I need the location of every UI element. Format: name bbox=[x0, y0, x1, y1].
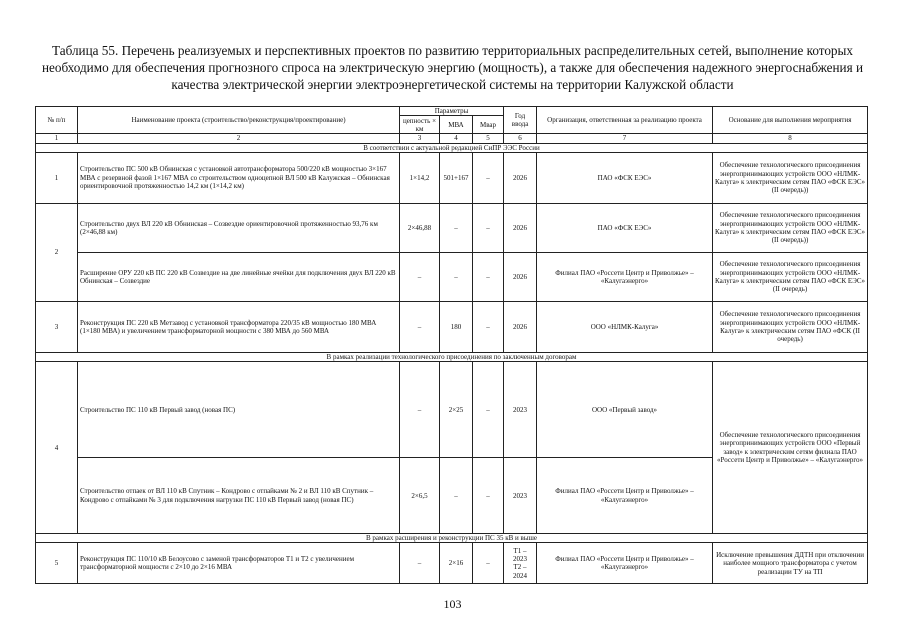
mvar-value: – bbox=[473, 252, 504, 301]
section-title: В рамках реализации технологического присоединения по заключенным договорам bbox=[36, 352, 868, 361]
mvar-value: – bbox=[473, 301, 504, 352]
mva-value: 2×25 bbox=[440, 362, 473, 458]
project-name: Строительство ПС 110 кВ Первый завод (новая ПС) bbox=[78, 362, 400, 458]
year-value: 2026 bbox=[504, 203, 537, 252]
colnum-2: 2 bbox=[78, 134, 400, 143]
project-name: Строительство отпаек от ВЛ 110 кВ Спутник – Кондрово с отпайками № 2 и ВЛ 110 кВ Спутник – Кондрово с отпайками № 3 для подключения нагрузки ПС 110 кВ Первый завод (новая ПС) bbox=[78, 458, 400, 534]
table-caption: Таблица 55. Перечень реализуемых и перспективных проектов по развитию территориальных распределительных сетей, выполнение которых необходимо для обеспечения прогнозного спроса на электрическую энергию (мощность), а также для обеспечения надежного энергоснабжения и качества электрической энергии электроэнергетической системы на территории Калужской области bbox=[41, 43, 864, 92]
page-number: 103 bbox=[443, 597, 462, 611]
section-title: В соответствии с актуальной редакцией СиПР ЭЭС России bbox=[36, 143, 868, 152]
section-title: В рамках расширения и реконструкции ПС 35 кВ и выше bbox=[36, 534, 868, 543]
section-row bbox=[36, 143, 868, 152]
project-name: Реконструкция ПС 220 кВ Метзавод с установкой трансформатора 220/35 кВ мощностью 180 МВА (1×180 МВА) и увеличением трансформаторной мощности с 380 МВА до 560 МВА bbox=[78, 301, 400, 352]
table-row bbox=[36, 252, 868, 301]
organization: ПАО «ФСК ЕЭС» bbox=[537, 152, 713, 203]
mvar-value: – bbox=[473, 203, 504, 252]
project-name: Реконструкция ПС 110/10 кВ Белоусово с заменой трансформаторов Т1 и Т2 с увеличением трансформаторной мощности с 2×10 до 2×16 МВА bbox=[78, 543, 400, 584]
header-km: цепность × км bbox=[400, 116, 440, 134]
colnum-8: 8 bbox=[713, 134, 868, 143]
mva-value: – bbox=[440, 252, 473, 301]
table-row bbox=[36, 152, 868, 203]
year-line: Т1 – bbox=[513, 546, 527, 555]
km-value: – bbox=[400, 543, 440, 584]
section-row bbox=[36, 352, 868, 361]
mva-value: 180 bbox=[440, 301, 473, 352]
organization: Филиал ПАО «Россети Центр и Приволжье» – «Калугаэнерго» bbox=[537, 252, 713, 301]
basis: Обеспечение технологического присоединения энергопринимающих устройств ООО «НЛМК-Калуга» к электрическим сетям ПАО «ФСК ЕЭС» (II очередь)) bbox=[713, 203, 868, 252]
colnum-5: 5 bbox=[473, 134, 504, 143]
year-value bbox=[504, 543, 537, 584]
row-number: 1 bbox=[36, 152, 78, 203]
mva-value: – bbox=[440, 458, 473, 534]
row-number: 2 bbox=[36, 203, 78, 301]
colnum-3: 3 bbox=[400, 134, 440, 143]
mva-value: 2×16 bbox=[440, 543, 473, 584]
km-value: – bbox=[400, 252, 440, 301]
km-value: – bbox=[400, 362, 440, 458]
year-value: 2026 bbox=[504, 152, 537, 203]
basis: Обеспечение технологического присоединения энергопринимающих устройств ООО «Первый завод» к электрическим сетям филиала ПАО «Россети Центр и Приволжье» – «Калугаэнерго» bbox=[713, 362, 868, 534]
km-value: – bbox=[400, 301, 440, 352]
header-year: Год ввода bbox=[504, 107, 537, 134]
projects-table bbox=[35, 106, 868, 584]
mvar-value: – bbox=[473, 362, 504, 458]
header-basis: Основание для выполнения мероприятия bbox=[713, 107, 868, 134]
basis: Обеспечение технологического присоединения энергопринимающих устройств ООО «НЛМК-Калуга» к электрическим сетям ПАО «ФСК ЕЭС» (II очередь)) bbox=[713, 152, 868, 203]
header-org: Организация, ответственная за реализацию проекта bbox=[537, 107, 713, 134]
mvar-value: – bbox=[473, 458, 504, 534]
project-name: Строительство ПС 500 кВ Обнинская с установкой автотрансформатора 500/220 кВ мощностью 3×167 МВА с резервной фазой 1×167 МВА со строительством одноцепной ВЛ 500 кВ Калужская – Обнинская ориентировочной протяженностью 14,2 км (1×14,2 км) bbox=[78, 152, 400, 203]
header-mva: МВА bbox=[440, 116, 473, 134]
table-row bbox=[36, 362, 868, 458]
colnum-4: 4 bbox=[440, 134, 473, 143]
colnum-7: 7 bbox=[537, 134, 713, 143]
km-value: 2×46,88 bbox=[400, 203, 440, 252]
colnum-6: 6 bbox=[504, 134, 537, 143]
year-value: 2023 bbox=[504, 458, 537, 534]
km-value: 1×14,2 bbox=[400, 152, 440, 203]
row-number: 3 bbox=[36, 301, 78, 352]
organization: Филиал ПАО «Россети Центр и Приволжье» – «Калугаэнерго» bbox=[537, 543, 713, 584]
header-mvar: Мвар bbox=[473, 116, 504, 134]
header-row bbox=[36, 107, 868, 116]
header-params: Параметры bbox=[400, 107, 504, 116]
mva-value: – bbox=[440, 203, 473, 252]
table-row bbox=[36, 543, 868, 584]
table-row bbox=[36, 203, 868, 252]
organization: ПАО «ФСК ЕЭС» bbox=[537, 203, 713, 252]
basis: Исключение превышения ДДТН при отключении наиболее мощного трансформатора с учетом реализации ТУ на ТП bbox=[713, 543, 868, 584]
mvar-value: – bbox=[473, 152, 504, 203]
basis: Обеспечение технологического присоединения энергопринимающих устройств ООО «НЛМК-Калуга» к электрическим сетям ПАО «ФСК ЕЭС» (II очередь) bbox=[713, 252, 868, 301]
mvar-value: – bbox=[473, 543, 504, 584]
year-line: 2024 bbox=[513, 571, 528, 580]
organization: ООО «НЛМК-Калуга» bbox=[537, 301, 713, 352]
row-number: 5 bbox=[36, 543, 78, 584]
header-name: Наименование проекта (строительство/реконструкция/проектирование) bbox=[78, 107, 400, 134]
header-num: № п/п bbox=[36, 107, 78, 134]
year-value: 2023 bbox=[504, 362, 537, 458]
column-number-row bbox=[36, 134, 868, 143]
year-line: 2023 bbox=[513, 555, 528, 564]
km-value: 2×6,5 bbox=[400, 458, 440, 534]
year-value: 2026 bbox=[504, 252, 537, 301]
basis: Обеспечение технологического присоединения энергопринимающих устройств ООО «НЛМК-Калуга» к электрическим сетям ПАО «ФСК (II очередь) bbox=[713, 301, 868, 352]
project-name: Строительство двух ВЛ 220 кВ Обнинская – Созвездие ориентировочной протяженностью 93,76 км (2×46,88 км) bbox=[78, 203, 400, 252]
organization: Филиал ПАО «Россети Центр и Приволжье» – «Калугаэнерго» bbox=[537, 458, 713, 534]
row-number: 4 bbox=[36, 362, 78, 534]
table-row bbox=[36, 301, 868, 352]
colnum-1: 1 bbox=[36, 134, 78, 143]
section-row bbox=[36, 534, 868, 543]
organization: ООО «Первый завод» bbox=[537, 362, 713, 458]
year-line: Т2 – bbox=[513, 563, 527, 572]
year-value: 2026 bbox=[504, 301, 537, 352]
mva-value: 501+167 bbox=[440, 152, 473, 203]
project-name: Расширение ОРУ 220 кВ ПС 220 кВ Созвездие на две линейные ячейки для подключения двух ВЛ 220 кВ Обнинская – Созвездие bbox=[78, 252, 400, 301]
